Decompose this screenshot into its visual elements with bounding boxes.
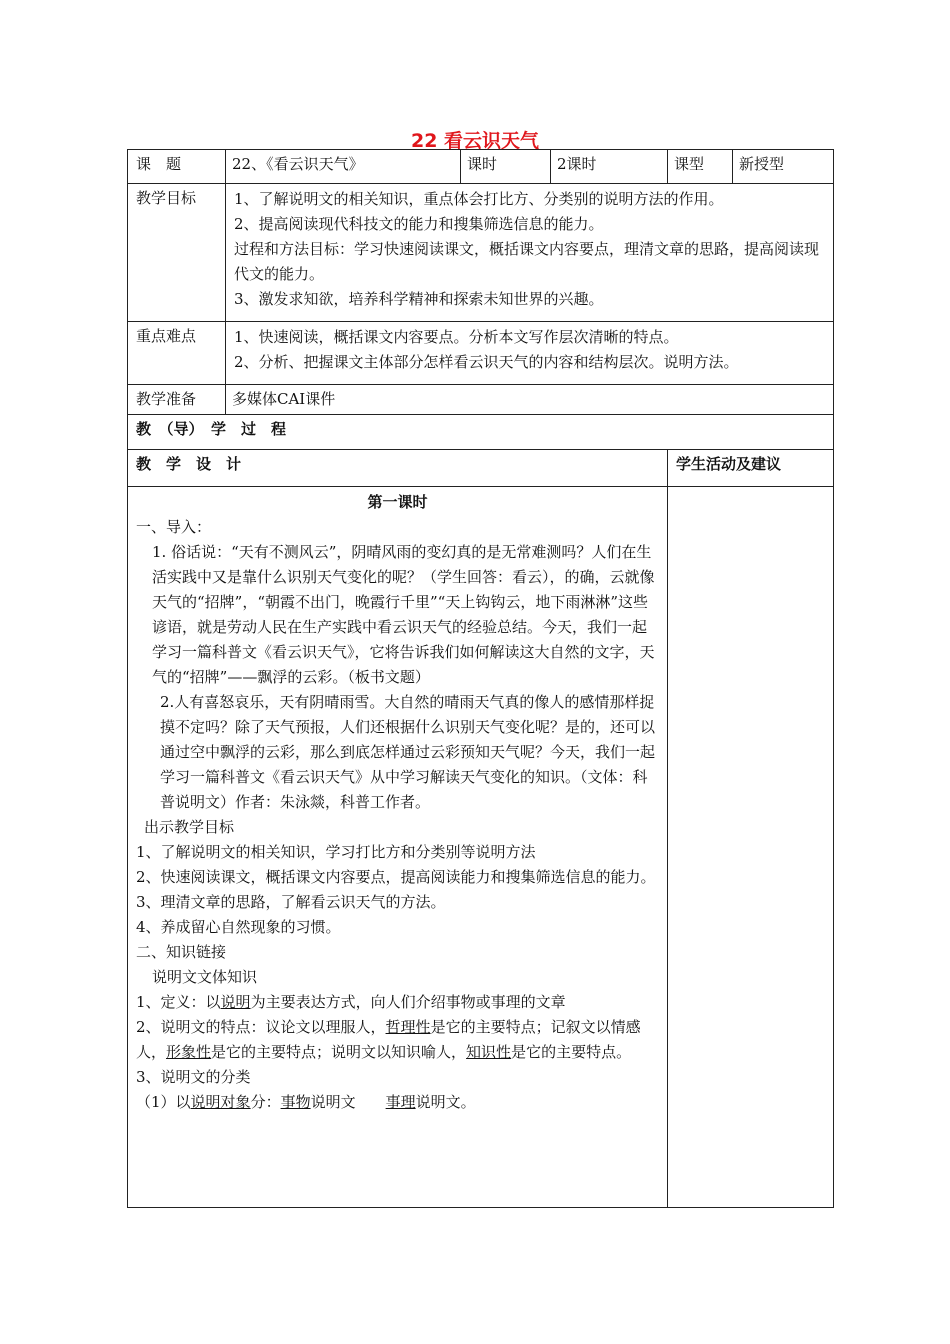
preparation-row	[128, 385, 834, 415]
activity-header: 学生活动及建议	[668, 450, 834, 487]
activity-content	[668, 487, 834, 1208]
lesson-title: 第一课时	[367, 493, 428, 511]
course-row	[128, 150, 834, 184]
design-body-row	[128, 487, 834, 1208]
feature-text: 是它的主要特点。	[511, 1043, 632, 1061]
classify-underlined-term: 说明对象	[190, 1093, 251, 1111]
type-label: 课型	[668, 150, 733, 184]
knowledge-subheading: 说明文文体知识	[152, 968, 258, 986]
design-content	[128, 487, 668, 1208]
design-header: 教 学 设 计	[128, 450, 668, 487]
intro-heading: 一、导入：	[136, 518, 212, 536]
objectives-content	[226, 184, 834, 322]
page-title: 22 看云识天气	[410, 130, 540, 152]
key-points-content	[226, 322, 834, 385]
show-goals-heading: 出示教学目标	[144, 818, 235, 836]
classify-underlined-term: 事物	[280, 1093, 311, 1111]
type-value: 新授型	[733, 150, 834, 184]
key-points-label: 重点难点	[128, 322, 226, 385]
feature-text: 2、说明文的特点：议论文以理服人，	[136, 1018, 386, 1036]
hours-value: 2课时	[551, 150, 668, 184]
process-header-row	[128, 415, 834, 450]
key-points-row	[128, 322, 834, 385]
classify-heading: 3、说明文的分类	[136, 1068, 251, 1086]
feature-text: 是它的主要特点；记叙文以情感人，	[136, 1018, 641, 1061]
definition-text: 为主要表达方式，向人们介绍事物或事理的文章	[250, 993, 566, 1011]
preparation-label: 教学准备	[128, 385, 226, 415]
classify-underlined-term: 事理	[385, 1093, 416, 1111]
definition-line	[136, 990, 659, 1015]
goal-item: 4、养成留心自然现象的习惯。	[136, 918, 341, 936]
feature-line	[136, 1015, 659, 1065]
classify-text: 说明文	[310, 1093, 386, 1111]
intro-paragraph-2: 2.人有喜怒哀乐，天有阴晴雨雪。大自然的晴雨天气真的像人的感情那样捉摸不定吗？除了天气预报，人们还根据什么识别天气变化呢？是的，还可以通过空中飘浮的云彩，那么到底怎样通过云彩预知天气呢？今天，我们一起学习一篇科普文《看云识天气》从中学习解读天气变化的知识。（文体：科普说明文）作者：朱泳燚，科普工作者。	[160, 693, 656, 811]
objectives-row	[128, 184, 834, 322]
objective-line: 过程和方法目标：学习快速阅读课文，概括课文内容要点，理清文章的思路，提高阅读现代文的能力。	[234, 240, 820, 283]
feature-underlined-term: 知识性	[466, 1043, 512, 1061]
objective-line: 3、激发求知欲，培养科学精神和探索未知世界的兴趣。	[234, 290, 604, 308]
classify-line	[136, 1090, 659, 1115]
hours-label: 课时	[461, 150, 551, 184]
classify-text: 说明文。	[415, 1093, 476, 1111]
objective-line: 1、了解说明文的相关知识，重点体会打比方、分类别的说明方法的作用。	[234, 190, 724, 208]
definition-underlined-term: 说明	[220, 993, 251, 1011]
goal-item: 3、理清文章的思路，了解看云识天气的方法。	[136, 893, 446, 911]
goal-item: 2、快速阅读课文，概括课文内容要点，提高阅读能力和搜集筛选信息的能力。	[136, 868, 656, 886]
course-value: 22、《看云识天气》	[226, 150, 461, 184]
classify-text: （1）以	[136, 1093, 191, 1111]
classify-text: 分：	[250, 1093, 281, 1111]
feature-underlined-term: 形象性	[166, 1043, 212, 1061]
preparation-value: 多媒体CAI课件	[226, 385, 834, 415]
intro-paragraph-1: 1. 俗话说：“天有不测风云”，阴晴风雨的变幻真的是无常难测吗？人们在生活实践中又是靠什么识别天气变化的呢？（学生回答：看云），的确，云就像天气的“招牌”，“朝霞不出门，晚霞行千里”“天上钩钩云，地下雨淋淋”这些谚语，就是劳动人民在生产实践中看云识天气的经验总结。今天，我们一起学习一篇科普文《看云识天气》，它将告诉我们如何解读这大自然的文字，天气的“招牌”——飘浮的云彩。（板书文题）	[152, 543, 655, 686]
key-point-line: 2、分析、把握课文主体部分怎样看云识天气的内容和结构层次。说明方法。	[234, 353, 739, 371]
objectives-label: 教学目标	[128, 184, 226, 322]
process-header: 教 （导） 学 过 程	[128, 415, 834, 450]
objective-line: 2、提高阅读现代科技文的能力和搜集筛选信息的能力。	[234, 215, 604, 233]
course-label: 课 题	[128, 150, 226, 184]
knowledge-heading: 二、知识链接	[136, 943, 227, 961]
design-header-row	[128, 450, 834, 487]
lesson-plan-table	[127, 149, 834, 1208]
feature-text: 是它的主要特点；说明文以知识喻人，	[211, 1043, 467, 1061]
feature-underlined-term: 哲理性	[385, 1018, 431, 1036]
definition-text: 1、定义：以	[136, 993, 221, 1011]
goal-item: 1、了解说明文的相关知识，学习打比方和分类别等说明方法	[136, 843, 536, 861]
key-point-line: 1、快速阅读，概括课文内容要点。分析本文写作层次清晰的特点。	[234, 328, 679, 346]
